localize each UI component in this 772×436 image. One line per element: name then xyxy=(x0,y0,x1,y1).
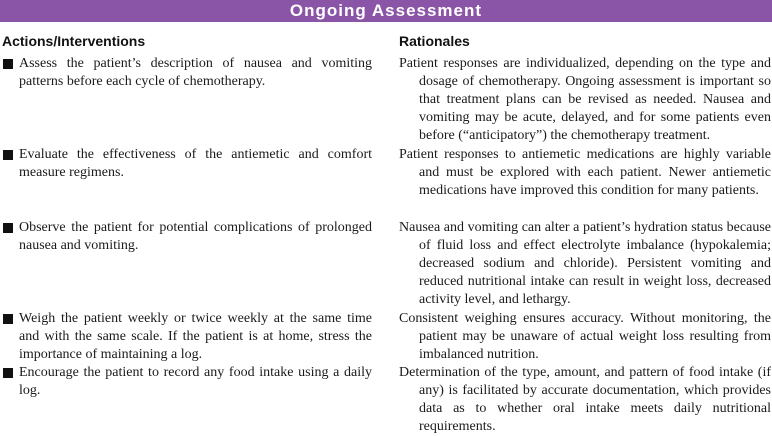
action-item xyxy=(0,310,372,364)
action-text: Assess the patient’s description of nausea and vomiting patterns before each cycle of chemotherapy. xyxy=(19,56,372,89)
action-item xyxy=(0,364,372,400)
action-item xyxy=(0,146,372,182)
square-bullet-icon xyxy=(3,150,13,160)
actions-column-header: Actions/Interventions xyxy=(2,33,146,49)
square-bullet-icon xyxy=(3,59,13,69)
rationale-text: Patient responses are individualized, depending on the type and dosage of chemotherapy. Ongoing assessment is important so that treatment plans can be revised as needed. Nausea and vomiting may be acute, delayed, and for some patients even before (“anticipatory”) the chemotherapy treatment. xyxy=(399,56,771,143)
rationale-text: Nausea and vomiting can alter a patient’s hydration status because of fluid loss and effect electrolyte imbalance (hypokalemia; decreased sodium and chloride). Persistent vomiting and reduced nutritional intake can result in weight loss, decreased activity level, and lethargy. xyxy=(399,220,771,307)
action-item xyxy=(0,219,372,255)
action-text: Encourage the patient to record any food intake using a daily log. xyxy=(19,365,372,398)
action-text: Weigh the patient weekly or twice weekly at the same time and with the same scale. If the patient is at home, stress the importance of maintaining a log. xyxy=(19,311,372,362)
square-bullet-icon xyxy=(3,314,13,324)
square-bullet-icon xyxy=(3,223,13,233)
action-text: Evaluate the effectiveness of the antiemetic and comfort measure regimens. xyxy=(19,147,372,180)
rationales-column-header: Rationales xyxy=(399,33,470,49)
action-text: Observe the patient for potential complications of prolonged nausea and vomiting. xyxy=(19,220,372,253)
rationale-text: Patient responses to antiemetic medications are highly variable and must be explored with each patient. Newer antiemetic medications have improved this condition for many patients. xyxy=(399,147,771,198)
rationale-text: Determination of the type, amount, and pattern of food intake (if any) is facilitated by accurate documentation, which provides data as to whether oral intake meets daily nutritional requirements. xyxy=(399,365,771,434)
action-item xyxy=(0,55,372,91)
section-banner: Ongoing Assessment xyxy=(0,0,772,22)
rationale-text: Consistent weighing ensures accuracy. Without monitoring, the patient may be unaware of actual weight loss resulting from imbalanced nutrition. xyxy=(399,311,771,362)
square-bullet-icon xyxy=(3,368,13,378)
